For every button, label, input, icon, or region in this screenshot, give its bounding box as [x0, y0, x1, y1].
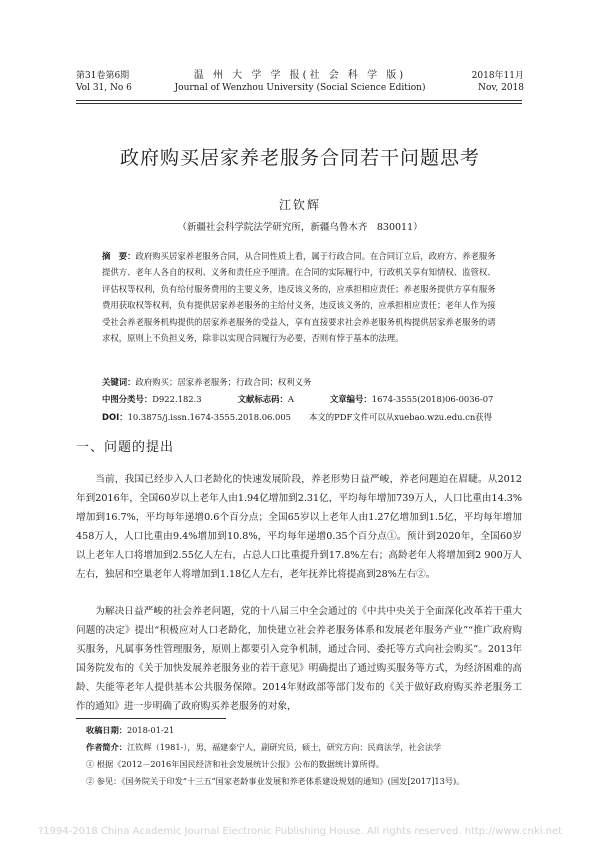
article-number-label: 文章编号：	[329, 394, 372, 404]
keywords-text: 政府购买；居家养老服务；行政合同；权利义务	[135, 377, 312, 387]
issue-date	[472, 70, 524, 94]
running-header	[0, 70, 600, 100]
received-value: 2018-01-21	[126, 725, 175, 735]
paper-title: 政府购买居家养老服务合同若干问题思考	[119, 147, 480, 169]
abstract	[102, 248, 500, 346]
journal-name-cn: 温 州 大 学 学 报(社 会 科 学 版)	[193, 70, 407, 81]
doi-line	[102, 411, 522, 423]
keywords	[102, 376, 522, 388]
doi-value: 10.3875/j.issn.1674-3555.2018.06.005	[127, 412, 292, 422]
volume-en: Vol 31, No 6	[76, 83, 132, 93]
journal-name-en: Journal of Wenzhou University (Social Science Edition)	[174, 83, 426, 93]
paragraph-text: 当前，我国已经步入人口老龄化的快速发展阶段，养老形势日益严峻，养老问题迫在眉睫。从2012年到2016年，全国60岁以上老年人由1.94亿增加到2.31亿，平均每年增加739万人，人口比重由14.3%增加到16.7%，平均每年递增0.6个百分点；全国65岁以上老年人由1.27亿增加到1.5亿，平均每年增加458万人，人口比重由9.4%增加到10.8%，平均每年递增0.35个百分点①。预计到2020年，全国60岁以上老年人口将增加到2.55亿人左右，占总人口比重提升到17.8%左右；高龄老年人将增加到2 900万人左右，独居和空巢老年人将增加到1.18亿人左右，老年抚养比将提高到28%左右②。	[76, 474, 522, 580]
doc-code-label: 文献标志码：	[237, 394, 288, 404]
received-label: 收稿日期：	[86, 725, 127, 735]
author-bio-label: 作者简介：	[86, 742, 127, 752]
author-name: 江钦辉	[278, 198, 321, 212]
pdf-note: 本文的PDF文件可以从xuebao.wzu.edu.cn获得	[309, 412, 493, 422]
copyright-watermark: ?1994-2018 China Academic Journal Electronic Publishing House. All rights reserved. http://www.cnki.net	[37, 826, 563, 837]
section-heading: 一、问题的提出	[76, 440, 175, 455]
clc-value: D922.182.3	[152, 394, 202, 404]
author-bio	[86, 741, 526, 754]
footnote-2: ② 参见：《国务院关于印发“十三五”国家老龄事业发展和养老体系建设规划的通知》(国发[2017]13号)。	[86, 776, 465, 786]
body-paragraph-1	[76, 470, 522, 584]
keywords-label: 关键词：	[102, 377, 136, 387]
abstract-label: 摘 要：	[102, 251, 136, 261]
volume-cn: 第31卷第6期	[76, 71, 130, 81]
author-affiliation: （新疆社会科学院法学研究所，新疆乌鲁木齐 830011）	[177, 222, 423, 233]
body-paragraph-2	[76, 602, 522, 716]
classification-line	[102, 393, 522, 405]
footnote-1: ① 根据《2012－2016年国民经济和社会发展统计公报》公布的数据统计算所得。	[86, 759, 385, 769]
article-number-value: 1674-3555(2018)06-0036-07	[371, 394, 494, 404]
abstract-text: 政府购买居家养老服务合同，从合同性质上看，属于行政合同。在合同订立后，政府方、养老服务提供方、老年人各自的权利、义务和责任应予厘清。在合同的实际履行中，行政机关享有知情权、监管权、评估权等权利，负有给付服务费用的主要义务，违反该义务的，应承担相应责任；养老服务提供方享有服务费用获取权等权利，负有提供居家养老服务的主给付义务，违反该义务的，应承担相应责任；老年人作为接受社会养老服务机构提供的居家养老服务的受益人，享有直接要求社会养老服务机构提供居家养老服务的请求权，原则上不负担义务，除非以实现合同履行为必要，否则有悖于基本的法理。	[102, 251, 496, 344]
date-cn: 2018年11月	[471, 71, 524, 81]
doc-code-value: A	[287, 394, 294, 404]
footnote-separator	[76, 718, 226, 719]
received-date	[86, 724, 526, 737]
clc-label: 中图分类号：	[102, 394, 153, 404]
header-rule-thin	[76, 103, 522, 104]
paragraph-text: 为解决日益严峻的社会养老问题，党的十八届三中全会通过的《中共中央关于全面深化改革若干重大问题的决定》提出“积极应对人口老龄化，加快建立社会养老服务体系和发展老年服务产业”“推广政府购买服务，凡属事务性管理服务，原则上都要引入竞争机制，通过合同、委托等方式向社会购买”。2013年国务院发布的《关于加快发展养老服务业的若干意见》明确提出了通过购买服务等方式，为经济困难的高龄、失能等老年人提供基本公共服务保障。2014年财政部等部门发布的《关于做好政府购买养老服务工作的通知》进一步明确了政府购买养老服务的对象，	[76, 606, 522, 712]
date-en: Nov, 2018	[478, 83, 524, 93]
doi-label: DOI：	[102, 412, 128, 422]
author-bio-text: 江钦辉（1981-），男，福建泰宁人，副研究员，硕士，研究方向：民商法学，社会法学	[126, 742, 442, 752]
header-rule-thick	[76, 100, 522, 101]
